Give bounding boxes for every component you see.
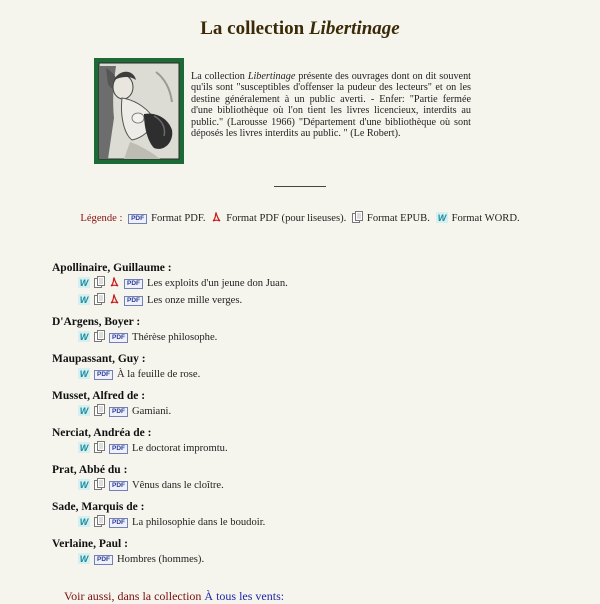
legend-pdf-readers-text: Format PDF (pour liseuses). — [226, 213, 347, 224]
word-icon[interactable] — [78, 442, 90, 459]
work-title: Vênus dans le cloître. — [132, 480, 224, 491]
svg-text:W: W — [79, 369, 89, 379]
author-name: Sade, Marquis de : — [52, 501, 145, 513]
pdf-icon[interactable]: PDF — [124, 279, 143, 289]
epub-icon[interactable] — [94, 441, 105, 459]
pdf-icon[interactable]: PDF — [109, 518, 128, 528]
author-name: Musset, Alfred de : — [52, 390, 146, 402]
legend-item-epub — [352, 211, 430, 226]
word-icon[interactable] — [78, 405, 90, 422]
author-entry — [52, 426, 552, 457]
pdf-icon[interactable]: PDF — [109, 407, 128, 417]
legend — [0, 211, 600, 226]
svg-text:W: W — [79, 480, 89, 490]
pdf-icon[interactable]: PDF — [94, 370, 113, 380]
page-title — [0, 18, 600, 40]
pdf-icon: PDF — [128, 214, 147, 224]
see-also-link[interactable]: À tous les vents: — [204, 589, 285, 603]
epub-icon[interactable] — [94, 515, 105, 533]
epub-icon[interactable] — [94, 293, 105, 311]
legend-word-text: Format WORD. — [451, 213, 520, 224]
pdf-icon[interactable]: PDF — [109, 481, 128, 491]
work-title: La philosophie dans le boudoir. — [132, 517, 266, 528]
author-entry — [52, 537, 552, 568]
pdf-icon[interactable]: PDF — [94, 555, 113, 565]
author-name: Prat, Abbé du : — [52, 464, 128, 476]
work-item — [78, 292, 552, 309]
word-icon[interactable] — [78, 553, 90, 570]
work-item — [78, 551, 552, 568]
legend-label: Légende : — [80, 213, 123, 224]
page-title-collection: Libertinage — [308, 18, 400, 39]
author-list — [52, 261, 552, 574]
pdf-icon[interactable]: PDF — [109, 333, 128, 343]
author-entry — [52, 352, 552, 383]
epub-icon[interactable] — [94, 404, 105, 422]
word-icon[interactable] — [78, 294, 90, 311]
work-item — [78, 514, 552, 531]
intro-collection-name: Libertinage — [247, 71, 296, 82]
author-entry — [52, 315, 552, 346]
pdf-reader-icon[interactable] — [109, 294, 120, 311]
author-name: Verlaine, Paul : — [52, 538, 128, 550]
pdf-icon[interactable]: PDF — [124, 296, 143, 306]
svg-text:W: W — [79, 278, 89, 288]
work-title: Les exploits d'un jeune don Juan. — [147, 278, 288, 289]
legend-item-word — [436, 212, 520, 226]
word-icon — [436, 212, 448, 226]
author-name: Nerciat, Andréa de : — [52, 427, 152, 439]
work-title: Gamiani. — [132, 406, 172, 417]
author-entry — [52, 261, 552, 309]
author-name: Apollinaire, Guillaume : — [52, 262, 172, 274]
word-icon[interactable] — [78, 516, 90, 533]
legend-item-pdf-readers — [211, 212, 346, 226]
work-title: Hombres (hommes). — [117, 554, 205, 565]
work-title: Les onze mille verges. — [147, 295, 243, 306]
intro-text-start: La collection — [191, 71, 248, 82]
word-icon[interactable] — [78, 331, 90, 348]
see-also-text: Voir aussi, dans la collection — [64, 589, 205, 603]
svg-text:W: W — [79, 517, 89, 527]
pdf-icon[interactable]: PDF — [109, 444, 128, 454]
work-item — [78, 366, 552, 383]
svg-text:W: W — [437, 213, 446, 223]
svg-text:W: W — [79, 554, 89, 564]
epub-icon[interactable] — [94, 478, 105, 496]
legend-item-pdf — [128, 213, 205, 224]
work-title: Le doctorat impromtu. — [132, 443, 228, 454]
work-item — [78, 329, 552, 346]
work-title: À la feuille de rose. — [117, 369, 201, 380]
svg-text:W: W — [79, 406, 89, 416]
legend-pdf-text: Format PDF. — [151, 213, 206, 224]
collection-description — [191, 71, 471, 139]
legend-epub-text: Format EPUB. — [366, 213, 430, 224]
collection-illustration — [94, 58, 184, 164]
pdf-reader-icon — [211, 212, 222, 226]
separator-rule — [274, 186, 326, 187]
word-icon[interactable] — [78, 479, 90, 496]
author-entry — [52, 389, 552, 420]
epub-icon[interactable] — [94, 330, 105, 348]
work-item — [78, 477, 552, 494]
see-also — [64, 589, 284, 604]
page-title-prefix: La collection — [200, 18, 309, 39]
author-name: Maupassant, Guy : — [52, 353, 146, 365]
epub-icon — [352, 211, 363, 226]
work-title: Thérèse philosophe. — [132, 332, 218, 343]
work-item — [78, 275, 552, 292]
author-name: D'Argens, Boyer : — [52, 316, 141, 328]
svg-text:W: W — [79, 295, 89, 305]
word-icon[interactable] — [78, 368, 90, 385]
svg-text:W: W — [79, 443, 89, 453]
svg-text:W: W — [79, 332, 89, 342]
work-item — [78, 440, 552, 457]
intro-text-body: présente des ouvrages dont on dit souvent qu'ils sont "susceptibles d'offenser la pudeur des lecteurs" et on les destine généralement à un public averti. - Enfer: "Partie fermée d'une bibliothèque où l'on tient les livres licencieux, interdits au public." (Larousse 1966) "Département d'une bibliothèque où sont déposés les livres interdits au public. " (Le Robert). — [191, 71, 471, 140]
author-entry — [52, 463, 552, 494]
work-item — [78, 403, 552, 420]
author-entry — [52, 500, 552, 531]
